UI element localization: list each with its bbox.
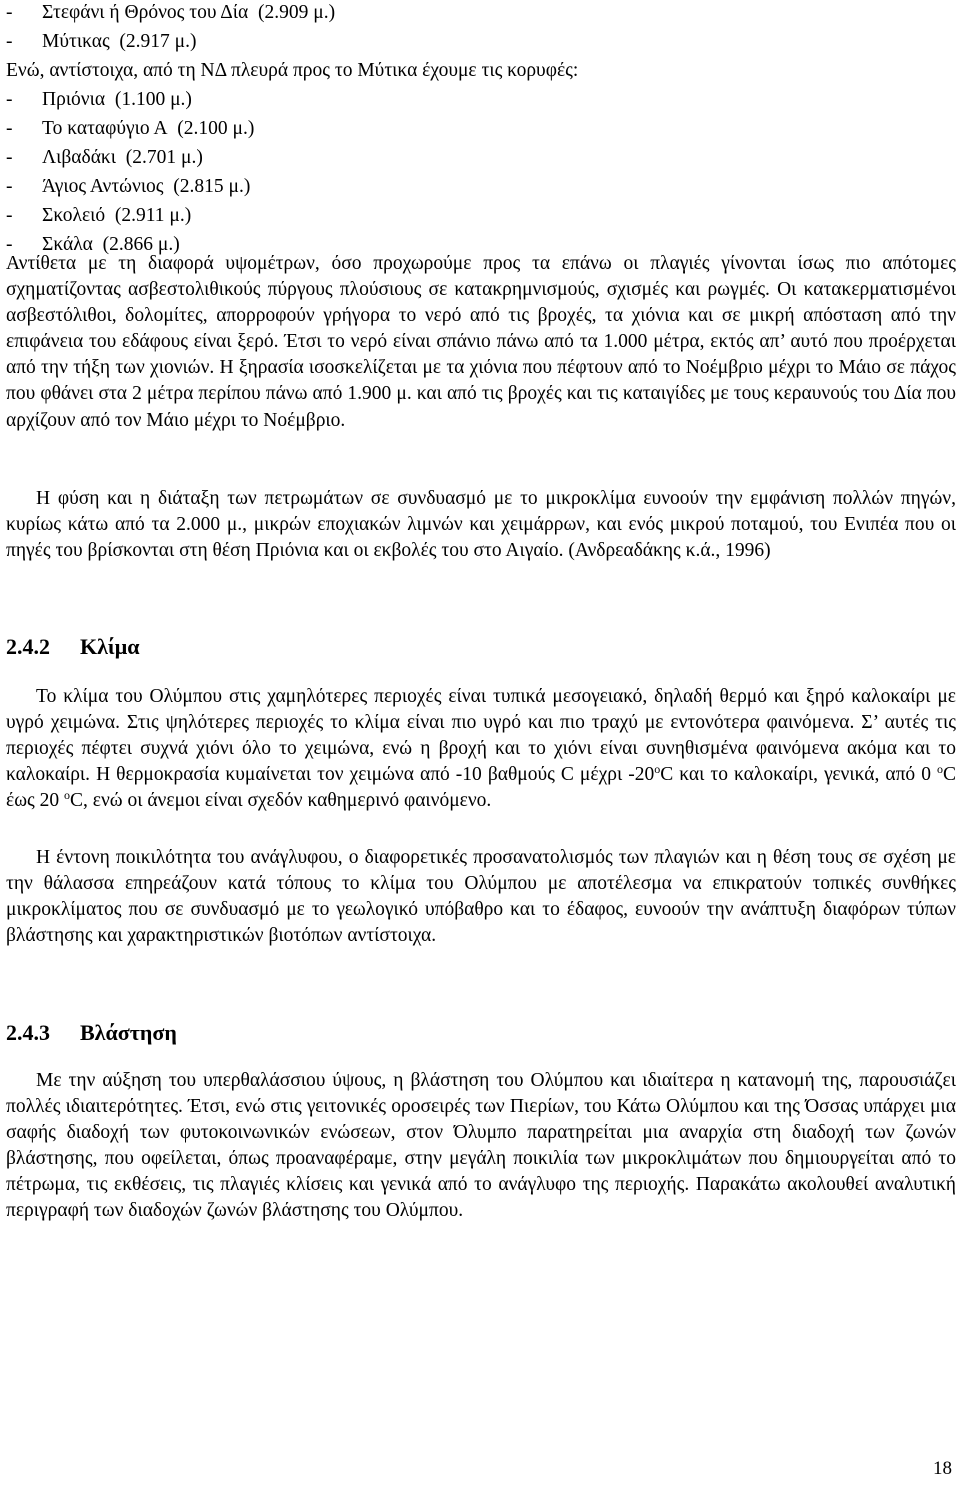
page-number: 18 bbox=[933, 1458, 952, 1479]
peak-list-item bbox=[6, 116, 956, 142]
peak-altitude: (2.701 μ.) bbox=[125, 147, 203, 168]
section-number: 2.4.2 bbox=[6, 634, 50, 659]
list-dash: - bbox=[6, 31, 13, 52]
list-dash: - bbox=[6, 205, 13, 226]
peak-list-item bbox=[6, 174, 956, 200]
peak-altitude: (2.911 μ.) bbox=[114, 205, 192, 226]
climate-text: C και το καλοκαίρι, γενικά, από 0 bbox=[660, 764, 931, 786]
peak-name: Σκάλα bbox=[42, 234, 93, 255]
peak-altitude: (1.100 μ.) bbox=[114, 89, 192, 110]
geology-paragraph: Αντίθετα με τη διαφορά υψομέτρων, όσο προχωρούμε προς τα επάνω οι πλαγιές γίνονται ίσως πιο απότομες σχηματίζοντας ασβεστολιθικούς πύργους πλούσιους σε κατακρημνισμούς, σχισμές και ρωγμές. Οι κατακερματισμένοι ασβεστόλιθοι, δολομίτες, απορροφούν γρήγορα το νερό από τις βροχές, τα χιόνια και σε μικρή απόσταση από την επιφάνεια του εδάφους είναι ξερό. Έτσι το νερό είναι σπάνιο πάνω από τα 1.000 μέτρα, εκτός απ’ αυτό που προέρχεται από την τήξη των χιονιών. Η ξηρασία ισοσκελίζεται με τα χιόνια που πέφτουν από το Νοέμβριο μέχρι το Μάιο σε πάχος που φθάνει στα 2 μέτρα περίπου πάνω από 1.900 μ. και από τις βροχές και τις καταιγίδες με τους κεραυνούς του Δία που αρχίζουν από τον Μάιο μέχρι το Νοέμβριο. bbox=[6, 253, 956, 431]
peak-name: Μύτικας bbox=[42, 31, 110, 52]
peak-list-item bbox=[6, 29, 956, 55]
microclimate-paragraph: Η έντονη ποικιλότητα του ανάγλυφου, ο διαφορετικές προσανατολισμός των πλαγιών και η θέση τους σε σχέση με την θάλασσα επηρεάζουν κατά τόπους το κλίμα του Ολύμπου με αποτέλεσμα να επικρατούν τοπικές συνθήκες μικροκλίματος που σε συνδυασμό με το γεωλογικό υπόβαθρο και το έδαφος, ευνοούν την ανάπτυξη διαφόρων τύπων βλάστησης και χαρακτηριστικών βιοτόπων αντίστοιχα. bbox=[6, 847, 956, 947]
peak-list-item bbox=[6, 0, 956, 26]
list-dash: - bbox=[6, 234, 13, 255]
list-dash: - bbox=[6, 89, 13, 110]
section-title: Κλίμα bbox=[80, 634, 140, 659]
peak-list-item bbox=[6, 145, 956, 171]
list-dash: - bbox=[6, 147, 13, 168]
climate-text: C έως 20 bbox=[6, 764, 957, 812]
list-dash: - bbox=[6, 176, 13, 197]
peak-name: Πριόνια bbox=[42, 89, 106, 110]
section-title: Βλάστηση bbox=[80, 1020, 177, 1045]
springs-paragraph: Η φύση και η διάταξη των πετρωμάτων σε συνδυασμό με το μικροκλίμα ευνοούν την εμφάνιση πολλών πηγών, κυρίως κάτω από τα 2.000 μ., μικρών εποχιακών λιμνών και χειμάρρων, και ενός μικρού ποταμού, του Ενιπέα που οι πηγές του βρίσκονται στη θέση Πριόνια και οι εκβολές του στο Αιγαίο. (Ανδρεαδάκης κ.ά., 1996) bbox=[6, 488, 956, 562]
degree-sign: o bbox=[654, 762, 661, 777]
peak-name: Σκολειό bbox=[42, 205, 106, 226]
section-heading-climate bbox=[6, 632, 140, 662]
vegetation-paragraph: Με την αύξηση του υπερθαλάσσιου ύψους, η βλάστηση του Ολύμπου και ιδιαίτερα η κατανομή της, παρουσιάζει πολλές ιδιαιτερότητες. Έτσι, ενώ στις γειτονικές οροσειρές των Πιερίων, του Κάτω Ολύμπου και της Όσσας υπάρχει μια σαφής διαδοχή των φυτοκοινωνικών ενώσεων, στον Όλυμπο παρατηρείται μια αναρχία στη διαδοχή των ζωνών βλάστησης, που οφείλεται, όπως προαναφέραμε, στην μεγάλη ποικιλία των μικροκλιμάτων που δημιουργείται από το πέτρωμα, τις εκθέσεις, τις πλαγιές κλίσεις και γενικά από το ανάγλυφο της περιοχής. Παρακάτω ακολουθεί αναλυτική περιγραφή των διαδοχών ζωνών βλάστησης του Ολύμπου. bbox=[6, 1070, 956, 1222]
climate-paragraph bbox=[6, 684, 956, 814]
list-dash: - bbox=[6, 2, 13, 23]
peak-altitude: (2.909 μ.) bbox=[258, 2, 336, 23]
peak-name: Στεφάνι ή Θρόνος του Δία bbox=[42, 2, 249, 23]
degree-sign: o bbox=[64, 788, 70, 803]
peak-altitude: (2.815 μ.) bbox=[173, 176, 251, 197]
climate-text: Το κλίμα του Ολύμπου στις χαμηλότερες περιοχές είναι τυπικά μεσογειακό, δηλαδή θερμό και ξηρό καλοκαίρι με υγρό χειμώνα. Στις ψηλότερες περιοχές το κλίμα είναι πιο υγρό και πιο τραχύ με εντονότερα φαινόμενα. Σ’ αυτές τις περιοχές πέφτει συχνά χιόνι όλο το χειμώνα, ενώ η βροχή και το χιόνι είναι συνηθισμένα φαινόμενα ακόμα και το καλοκαίρι. Η θερμοκρασία κυμαίνεται τον χειμώνα από -10 βαθμούς C μέχρι -20 bbox=[6, 686, 956, 786]
climate-text: C, ενώ οι άνεμοι είναι σχεδόν καθημερινό φαινόμενο. bbox=[70, 790, 492, 812]
peak-name: Λιβαδάκι bbox=[42, 147, 117, 168]
peak-list-item bbox=[6, 87, 956, 113]
peak-name: Το καταφύγιο Α bbox=[42, 118, 168, 139]
intro-line: Ενώ, αντίστοιχα, από τη ΝΔ πλευρά προς το Μύτικα έχουμε τις κορυφές: bbox=[6, 60, 579, 81]
list-dash: - bbox=[6, 118, 13, 139]
peak-list-item bbox=[6, 203, 956, 229]
peak-name: Άγιος Αντώνιος bbox=[42, 176, 164, 197]
section-number: 2.4.3 bbox=[6, 1020, 50, 1045]
peak-altitude: (2.917 μ.) bbox=[119, 31, 197, 52]
degree-sign: o bbox=[937, 762, 943, 777]
peak-altitude: (2.866 μ.) bbox=[102, 234, 180, 255]
peak-altitude: (2.100 μ.) bbox=[177, 118, 255, 139]
section-heading-vegetation bbox=[6, 1018, 177, 1048]
